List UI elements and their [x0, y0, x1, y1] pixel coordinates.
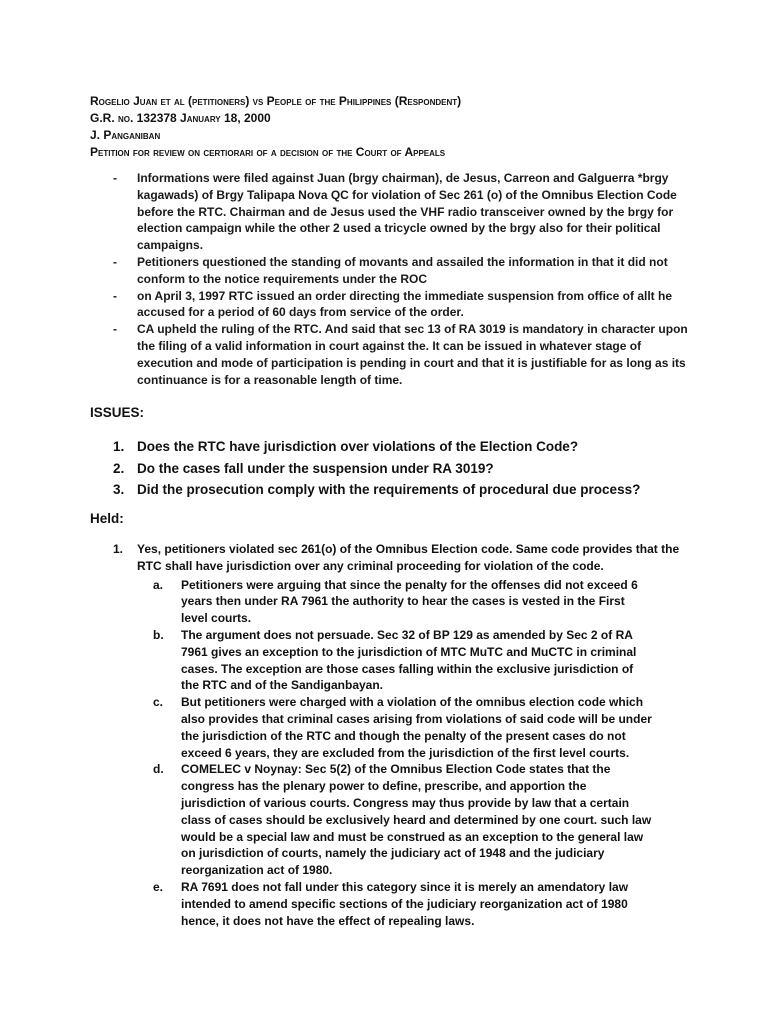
fact-text: CA upheld the ruling of the RTC. And said that sec 13 of RA 3019 is mandatory in character upon the filing of a valid information in court against the. It can be issued in whatever stage of execution and mode of participation is pending in court and that it is justifiable for as long as its continuance is for a reasonable length of time.	[137, 322, 688, 387]
held-item	[113, 541, 693, 929]
fact-text: Informations were filed against Juan (brgy chairman), de Jesus, Carreon and Galguerra *brgy kagawads) of Brgy Talipapa Nova QC for violation of Sec 261 (o) of the Omnibus Election Code before the RTC. Chairman and de Jesus used the VHF radio transceiver owned by the brgy for election campaign while the other 2 used a tricycle owned by the brgy also for their political campaigns.	[137, 171, 677, 253]
held-list	[113, 541, 693, 929]
sub-letter: a.	[153, 577, 164, 592]
issues-heading: ISSUES:	[90, 405, 145, 420]
bullet-dash: -	[113, 254, 117, 269]
held-sub-list	[137, 577, 652, 930]
issue-number: 1.	[113, 439, 125, 454]
issue-number: 2.	[113, 460, 125, 476]
held-heading: Held:	[90, 511, 124, 526]
fact-item	[113, 321, 693, 388]
held-sub-item	[153, 879, 652, 929]
held-text: Yes, petitioners violated sec 261(o) of the Omnibus Election code. Same code provides that the RTC shall have jurisdiction over any criminal proceeding for violation of the code.	[137, 542, 680, 573]
fact-item	[113, 288, 693, 322]
issue-item	[113, 436, 713, 458]
fact-text: Petitioners questioned the standing of movants and assailed the information in that it did not conform to the notice requirements under the ROC	[137, 254, 668, 286]
issue-text: Does the RTC have jurisdiction over violations of the Election Code?	[137, 439, 579, 454]
sub-text: COMELEC v Noynay: Sec 5(2) of the Omnibus Election Code states that the congress has the plenary power to define, prescribe, and apportion the jurisdiction of various courts. Congress may thus provide by law that a certain class of cases should be exclusively heard and determined by one court. such law would be a special law and must be construed as an exception to the general law on jurisdiction of courts, namely the judiciary act of 1948 and the judiciary reorganization act of 1980.	[181, 762, 652, 878]
held-sub-item	[153, 627, 652, 694]
issue-text: Did the prosecution comply with the requirements of procedural due process?	[137, 482, 641, 497]
sub-letter: d.	[153, 762, 164, 777]
sub-text: Petitioners were arguing that since the penalty for the offenses did not exceed 6 years then under RA 7961 the authority to hear the cases is vested in the First level courts.	[181, 577, 638, 626]
petition-type: Petition for review on certiorari of a decision of the Court of Appeals	[90, 145, 446, 159]
case-number-date: G.R. no. 132378 January 18, 2000	[90, 111, 271, 125]
bullet-dash: -	[113, 322, 117, 337]
sub-letter: e.	[153, 879, 164, 894]
sub-letter: c.	[153, 695, 164, 710]
issue-item	[113, 479, 713, 501]
fact-item	[113, 170, 693, 254]
fact-text: on April 3, 1997 RTC issued an order directing the immediate suspension from office of allt he accused for a period of 60 days from service of the order.	[137, 288, 672, 320]
issue-number: 3.	[113, 482, 125, 497]
held-sub-item	[153, 761, 652, 879]
held-sub-item	[153, 577, 652, 627]
sub-text: The argument does not persuade. Sec 32 of BP 129 as amended by Sec 2 of RA 7961 gives an exception to the jurisdiction of MTC MuTC and MuCTC in criminal cases. The exception are those cases falling within the exclusive jurisdiction of the RTC and of the Sandiganbayan.	[181, 627, 637, 693]
bullet-dash: -	[113, 288, 117, 303]
bullet-dash: -	[113, 171, 117, 185]
held-sub-item	[153, 694, 652, 761]
facts-list	[113, 170, 693, 388]
case-title: Rogelio Juan et al (petitioners) vs People of the Philippines (Respondent)	[90, 94, 462, 108]
sub-text: RA 7691 does not fall under this category since it is merely an amendatory law intended to amend specific sections of the judiciary reorganization act of 1980 hence, it does not have the effect of repealing laws.	[181, 879, 629, 928]
fact-item	[113, 254, 693, 288]
issues-list	[113, 436, 713, 501]
sub-letter: b.	[153, 627, 164, 642]
issue-item	[113, 458, 713, 480]
sub-text: But petitioners were charged with a violation of the omnibus election code which also provides that criminal cases arising from violations of said code will be under the jurisdiction of the RTC and though the penalty of the present cases do not exceed 6 years, they are excluded from the jurisdiction of the first level courts.	[181, 695, 652, 760]
held-number: 1.	[113, 542, 124, 556]
ponente: J. Panganiban	[90, 128, 161, 142]
issue-text: Do the cases fall under the suspension under RA 3019?	[137, 460, 494, 476]
